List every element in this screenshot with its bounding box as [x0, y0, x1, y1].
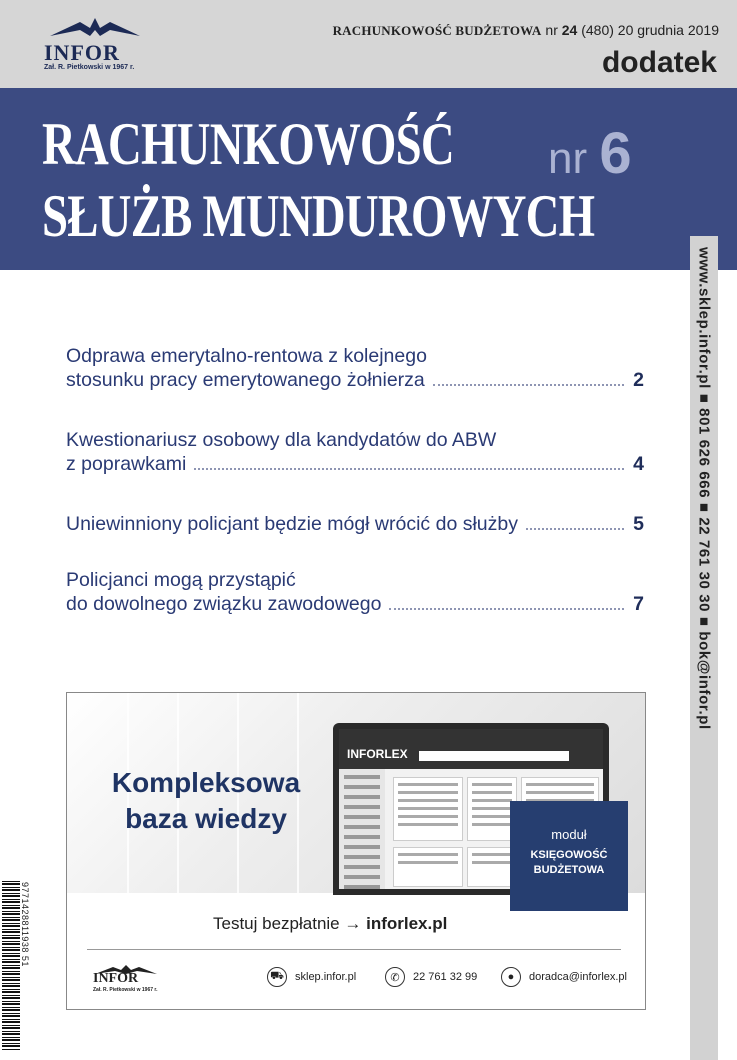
ad-headline — [91, 765, 321, 837]
cta-link[interactable]: inforlex.pl — [366, 914, 448, 933]
toc-entry-line: do dowolnego związku zawodowego — [66, 593, 382, 615]
shop-text: sklep.infor.pl — [295, 971, 357, 983]
issue-number: 24 — [561, 22, 578, 38]
shop-link[interactable] — [267, 967, 356, 987]
toc-leader-dots — [389, 608, 624, 610]
supplement-number — [548, 120, 632, 187]
inforlex-advertisement[interactable] — [66, 692, 646, 1010]
contact-text: www.sklep.infor.pl ■ 801 626 666 ■ 22 761 30 30 ■ bok@infor.pl — [695, 247, 713, 730]
phone-icon: ✆ — [385, 967, 405, 987]
phone-text: 22 761 32 99 — [413, 971, 478, 983]
toc-page-number: 7 — [633, 593, 644, 615]
toc-entry-line: stosunku pracy emerytowanego żołnierza — [66, 369, 425, 391]
toc-page-number: 5 — [633, 513, 644, 535]
infor-logo — [40, 14, 150, 72]
toc-entry-line: z poprawkami — [66, 453, 187, 475]
module-name: KSIĘGOWOŚĆ BUDŻETOWA — [530, 849, 608, 876]
ad-headline-line: baza wiedzy — [125, 803, 287, 834]
issue-prefix: nr — [545, 22, 558, 38]
nr-value: 6 — [599, 121, 632, 186]
toc-entry-line: Odprawa emerytalno-rentowa z kolejnego — [66, 345, 427, 367]
email-text: doradca@inforlex.pl — [529, 971, 627, 983]
toc-entry-line: Uniewinniony policjant będzie mógł wrócić do służby — [66, 513, 518, 535]
publication-name: RACHUNKOWOŚĆ BUDŻETOWA — [332, 23, 542, 38]
screen-brand: INFORLEX — [347, 747, 408, 761]
nr-label: nr — [548, 134, 588, 183]
screen-search — [419, 751, 569, 761]
toc-leader-dots — [194, 468, 624, 470]
logo-established: Zał. R. Pietkowski w 1967 r. — [44, 64, 135, 71]
toc-page-number: 2 — [633, 369, 644, 391]
arrow-right-icon: → — [344, 914, 362, 933]
screen-topbar — [339, 729, 603, 769]
logo-brand: INFOR — [44, 40, 120, 65]
barcode — [0, 880, 34, 1060]
footer-logo-established: Zał. R. Pietkowski w 1967 r. — [93, 987, 158, 993]
issue-date: 20 grudnia 2019 — [617, 22, 719, 38]
issue-line — [333, 22, 719, 39]
barcode-number: 9771428811938 51 — [20, 882, 30, 967]
phone-link[interactable] — [385, 967, 477, 987]
screen-card — [393, 777, 463, 841]
title-line-2: SŁUŻB MUNDUROWYCH — [42, 183, 595, 249]
ad-footer — [87, 959, 627, 999]
toc-leader-dots — [433, 384, 624, 386]
module-badge — [510, 801, 628, 911]
toc-page-number: 4 — [633, 453, 644, 475]
ad-call-to-action[interactable] — [213, 914, 447, 934]
module-label: moduł — [551, 827, 587, 842]
toc-entry-line: Kwestionariusz osobowy dla kandydatów do ABW — [66, 429, 497, 451]
email-link[interactable] — [501, 967, 627, 987]
header-bar — [0, 0, 737, 88]
toc-leader-dots — [526, 528, 624, 530]
screen-sidebar — [339, 769, 385, 889]
cart-icon: ⛟ — [267, 967, 287, 987]
toc-entry[interactable] — [66, 568, 644, 616]
footer-logo-brand: INFOR — [93, 971, 139, 986]
ad-headline-line: Kompleksowa — [111, 767, 301, 798]
toc-entry-line: Policjanci mogą przystąpić — [66, 569, 296, 591]
supplement-label: dodatek — [601, 46, 717, 79]
cta-text: Testuj bezpłatnie — [213, 914, 340, 933]
toc-entry[interactable] — [66, 344, 644, 392]
footer-infor-logo — [91, 963, 171, 993]
toc-entry[interactable] — [66, 512, 644, 536]
toc-entry[interactable] — [66, 428, 644, 476]
barcode-bars — [2, 880, 20, 1050]
issue-sequence: (480) — [581, 22, 614, 38]
document-icon: ● — [501, 967, 521, 987]
screen-card — [393, 847, 463, 887]
ad-divider — [87, 949, 621, 950]
title-line-1: RACHUNKOWOŚĆ — [42, 111, 454, 177]
